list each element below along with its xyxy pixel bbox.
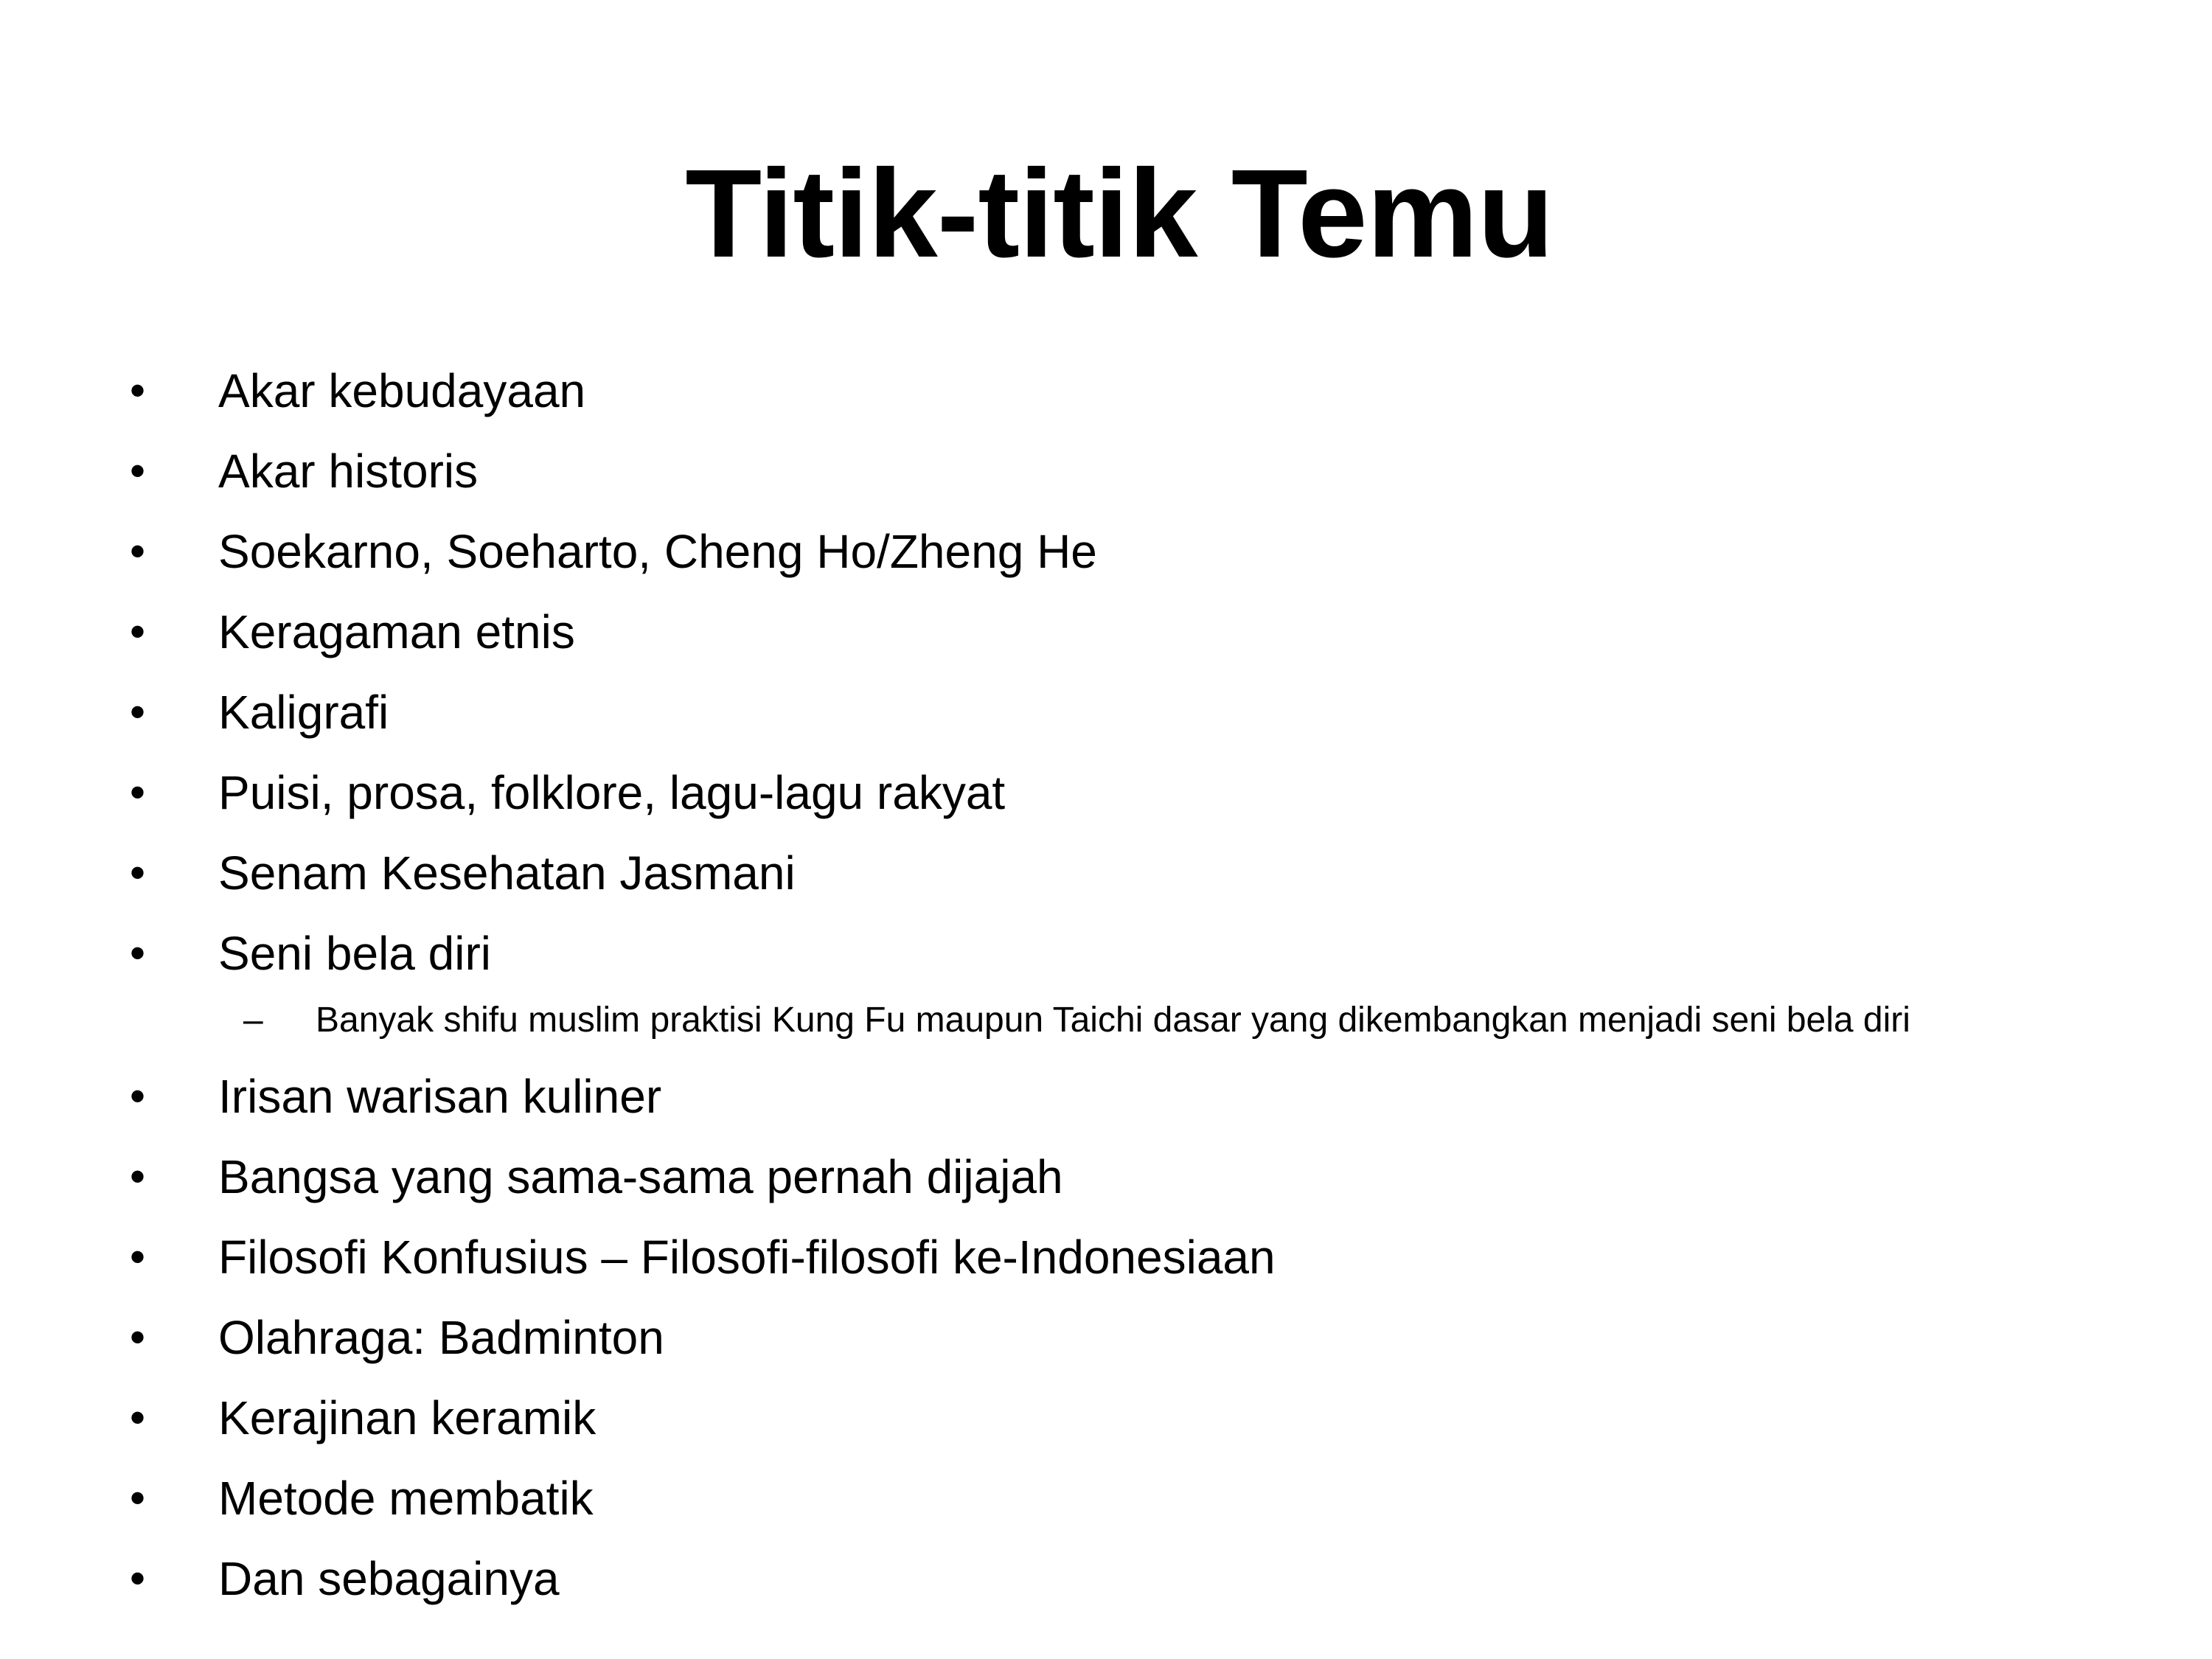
bullet-marker: •: [130, 848, 146, 897]
bullet-marker: •: [130, 526, 146, 576]
list-item-text: Puisi, prosa, folklore, lagu-lagu rakyat: [218, 766, 1006, 819]
list-item-text: Akar kebudayaan: [218, 364, 586, 417]
bullet-marker: •: [130, 366, 146, 415]
bullet-marker: •: [130, 1554, 146, 1603]
bullet-marker: •: [130, 1232, 146, 1281]
list-item-text: Irisan warisan kuliner: [218, 1070, 662, 1123]
sub-list-item-text: Banyak shifu muslim praktisi Kung Fu maupun Taichi dasar yang dikembangkan menjadi seni bela diri: [316, 1001, 1910, 1040]
bullet-marker: •: [130, 446, 146, 495]
list-item-text: Bangsa yang sama-sama pernah dijajah: [218, 1150, 1063, 1203]
bullet-marker: •: [130, 607, 146, 656]
bullet-marker: •: [130, 1152, 146, 1201]
list-item-text: Soekarno, Soeharto, Cheng Ho/Zheng He: [218, 525, 1097, 578]
list-item-text: Metode membatik: [218, 1472, 594, 1525]
bullet-marker: •: [130, 928, 146, 978]
list-item-text: Keragaman etnis: [218, 605, 575, 658]
bullet-marker: •: [130, 768, 146, 817]
bullet-marker: •: [130, 1071, 146, 1121]
list-item-text: Kaligrafi: [218, 686, 389, 739]
list-item-text: Seni bela diri: [218, 927, 491, 980]
bullet-marker: •: [130, 687, 146, 737]
list-item-text: Kerajinan keramik: [218, 1391, 597, 1444]
bullet-marker: •: [130, 1473, 146, 1523]
dash-marker: –: [243, 1001, 263, 1040]
bullet-marker: •: [130, 1312, 146, 1362]
list-item-text: Filosofi Konfusius – Filosofi-filosofi ke-Indonesiaan: [218, 1231, 1276, 1284]
list-item-text: Dan sebagainya: [218, 1552, 560, 1605]
slide-title: Titik-titik Temu: [685, 144, 1554, 284]
list-item-text: Akar historis: [218, 445, 479, 498]
bullet-marker: •: [130, 1393, 146, 1442]
list-item-text: Olahraga: Badminton: [218, 1311, 664, 1364]
list-item-text: Senam Kesehatan Jasmani: [218, 846, 796, 900]
